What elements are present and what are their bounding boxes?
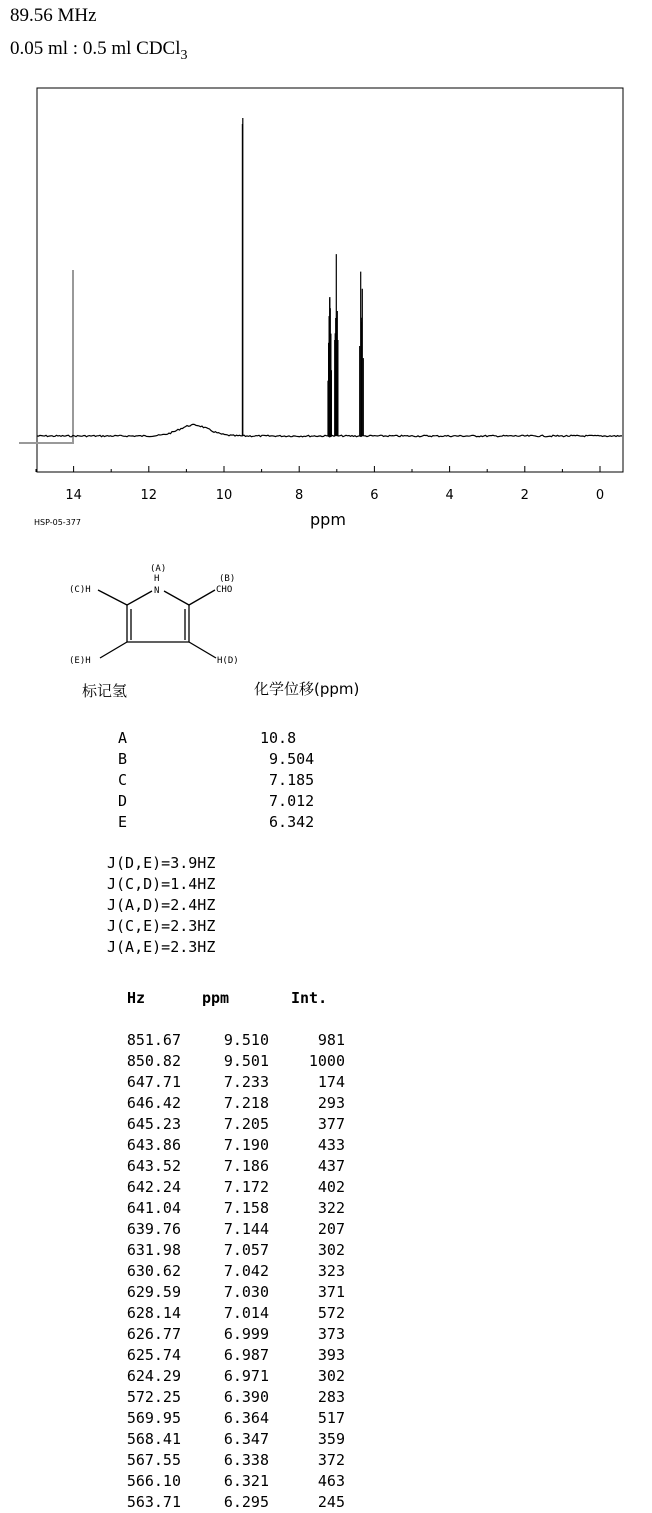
peak-intensity: 323 xyxy=(317,1262,345,1280)
peak-ppm: 7.172 xyxy=(223,1178,269,1196)
peak-hz: 628.14 xyxy=(126,1304,181,1322)
coupling-constant: J(A,E)=2.3HZ xyxy=(107,938,216,956)
peak-table-row xyxy=(112,1114,352,1135)
peak-hz: 629.59 xyxy=(126,1283,181,1301)
peak-intensity: 433 xyxy=(317,1136,345,1154)
x-tick-label: 12 xyxy=(140,488,158,503)
assignment-proton-label: C xyxy=(118,770,128,789)
peak-ppm: 7.014 xyxy=(223,1304,269,1322)
peak-intensity: 572 xyxy=(317,1304,345,1322)
peak-ppm: 6.347 xyxy=(223,1430,269,1448)
peak-table-row xyxy=(112,1408,352,1429)
peak-table-row xyxy=(112,1492,352,1513)
peak-intensity: 371 xyxy=(317,1283,345,1301)
peak-table-row xyxy=(112,1156,352,1177)
x-axis-label: ppm xyxy=(310,510,346,529)
peak-ppm: 6.999 xyxy=(223,1325,269,1343)
peak-ppm: 7.042 xyxy=(223,1262,269,1280)
assignment-proton-label: E xyxy=(118,812,128,831)
x-tick-label: 0 xyxy=(595,488,605,503)
peak-hz: 625.74 xyxy=(126,1346,181,1364)
peak-intensity: 402 xyxy=(317,1178,345,1196)
peak-intensity: 302 xyxy=(317,1241,345,1259)
label-A: (A) xyxy=(150,564,167,574)
spectrum-peaks xyxy=(242,118,363,436)
peak-table-row xyxy=(112,1429,352,1450)
peak-ppm: 7.205 xyxy=(223,1115,269,1133)
label-B: (B) xyxy=(219,574,236,584)
assignment-shift-header: 化学位移(ppm) xyxy=(254,680,360,698)
x-tick-label: 10 xyxy=(215,488,233,503)
peak-hz: 567.55 xyxy=(126,1451,181,1469)
peak-intensity: 1000 xyxy=(308,1052,345,1070)
peak-intensity: 372 xyxy=(317,1451,345,1469)
peak-table-row xyxy=(112,1093,352,1114)
peak-intensity: 377 xyxy=(317,1115,345,1133)
peak-ppm: 7.186 xyxy=(223,1157,269,1175)
peak-table-row xyxy=(112,1177,352,1198)
x-tick-label: 8 xyxy=(295,488,304,503)
sample-description xyxy=(10,38,188,64)
coupling-constants xyxy=(107,853,215,958)
peak-intensity: 437 xyxy=(317,1157,345,1175)
peak-ppm: 6.364 xyxy=(223,1409,269,1427)
peak-hz: 568.41 xyxy=(126,1430,181,1448)
label-n: N xyxy=(154,586,160,596)
peak-ppm: 6.321 xyxy=(223,1472,269,1490)
peak-table-header-ppm: ppm xyxy=(202,989,230,1007)
peak-ppm: 6.338 xyxy=(223,1451,269,1469)
peak-hz: 630.62 xyxy=(126,1262,181,1280)
assignment-proton-label: B xyxy=(118,749,128,768)
peak-intensity: 322 xyxy=(317,1199,345,1217)
peak-ppm: 7.233 xyxy=(223,1073,269,1091)
x-axis-tick-labels xyxy=(65,488,604,503)
peak-table-row xyxy=(112,1366,352,1387)
peak-hz: 850.82 xyxy=(126,1052,181,1070)
peak-table-row xyxy=(112,1261,352,1282)
peak-hz: 566.10 xyxy=(126,1472,181,1490)
peak-ppm: 9.510 xyxy=(223,1031,269,1049)
x-tick-label: 4 xyxy=(445,488,454,503)
x-tick-label: 6 xyxy=(370,488,379,503)
peak-hz: 626.77 xyxy=(126,1325,181,1343)
x-tick-label: 14 xyxy=(65,488,82,503)
spectrometer-frequency: 89.56 MHz xyxy=(10,5,97,26)
label-C: (C)H xyxy=(69,585,91,595)
peak-ppm: 7.144 xyxy=(223,1220,269,1238)
peak-table-row xyxy=(112,1324,352,1345)
peak-table-row xyxy=(112,1240,352,1261)
pyrrole-carbaldehyde-structure xyxy=(60,560,280,675)
x-axis-ticks xyxy=(36,466,600,472)
peak-hz: 645.23 xyxy=(126,1115,181,1133)
peak-ppm: 7.030 xyxy=(223,1283,269,1301)
label-E: (E)H xyxy=(69,656,91,666)
peak-intensity: 373 xyxy=(317,1325,345,1343)
peak-table-row xyxy=(112,1051,352,1072)
peak-table-row xyxy=(112,1450,352,1471)
peak-ppm: 6.971 xyxy=(223,1367,269,1385)
label-nh: H xyxy=(154,574,160,584)
peak-table-header-hz: Hz xyxy=(127,989,146,1007)
peak-hz: 643.86 xyxy=(126,1136,181,1154)
peak-hz: 572.25 xyxy=(126,1388,181,1406)
peak-intensity: 393 xyxy=(317,1346,345,1364)
peak-hz: 624.29 xyxy=(126,1367,181,1385)
peak-table-row xyxy=(112,1471,352,1492)
peak-ppm: 6.295 xyxy=(223,1493,269,1511)
assignment-shift-value: 6.342 xyxy=(260,812,315,831)
peak-intensity: 302 xyxy=(317,1367,345,1385)
nmr-spectrum-chart xyxy=(0,80,652,510)
peak-ppm: 7.218 xyxy=(223,1094,269,1112)
structure-bonds xyxy=(98,590,216,658)
label-D: H(D) xyxy=(217,656,239,666)
assignment-shift-value: 10.8 xyxy=(260,729,297,747)
peak-table-row xyxy=(112,1282,352,1303)
peak-ppm: 6.987 xyxy=(223,1346,269,1364)
sample-text: 0.05 ml : 0.5 ml CDCl xyxy=(10,38,181,59)
peak-table-header-int: Int. xyxy=(291,989,328,1007)
spectrum-code: HSP-05-377 xyxy=(34,518,81,527)
peak-table-row xyxy=(112,1219,352,1240)
assignment-proton-label: D xyxy=(118,791,128,810)
x-tick-label: 2 xyxy=(520,488,529,503)
peak-hz: 643.52 xyxy=(126,1157,181,1175)
peak-intensity: 517 xyxy=(317,1409,345,1427)
peak-table-row xyxy=(112,1198,352,1219)
peak-ppm: 9.501 xyxy=(223,1052,269,1070)
peak-table-row xyxy=(112,1072,352,1093)
peak-ppm: 6.390 xyxy=(223,1388,269,1406)
peak-table-row xyxy=(112,1387,352,1408)
label-cho: CHO xyxy=(216,585,233,595)
coupling-constant: J(D,E)=3.9HZ xyxy=(107,854,216,872)
peak-table-row xyxy=(112,1135,352,1156)
peak-hz: 851.67 xyxy=(126,1031,181,1049)
peak-ppm: 7.057 xyxy=(223,1241,269,1259)
peak-table-row xyxy=(112,1030,352,1051)
peak-intensity: 359 xyxy=(317,1430,345,1448)
peak-hz: 646.42 xyxy=(126,1094,181,1112)
assignment-shift-value: 7.012 xyxy=(260,791,315,810)
peak-hz: 631.98 xyxy=(126,1241,181,1259)
peak-intensity: 293 xyxy=(317,1094,345,1112)
peak-ppm: 7.190 xyxy=(223,1136,269,1154)
peak-intensity: 283 xyxy=(317,1388,345,1406)
peak-hz: 642.24 xyxy=(126,1178,181,1196)
assignment-shift-value: 7.185 xyxy=(260,770,315,789)
peak-intensity: 463 xyxy=(317,1472,345,1490)
integral-trace xyxy=(19,270,73,443)
assignment-label-header: 标记氢 xyxy=(82,682,128,700)
coupling-constant: J(C,D)=1.4HZ xyxy=(107,875,216,893)
assignment-shift-value: 9.504 xyxy=(260,749,315,768)
peak-hz: 563.71 xyxy=(126,1493,181,1511)
peak-intensity: 174 xyxy=(317,1073,345,1091)
peak-table-row xyxy=(112,1303,352,1324)
assignment-proton-label: A xyxy=(118,729,128,747)
peak-hz: 641.04 xyxy=(126,1199,181,1217)
peak-table-row xyxy=(112,1345,352,1366)
peak-ppm: 7.158 xyxy=(223,1199,269,1217)
coupling-constant: J(C,E)=2.3HZ xyxy=(107,917,216,935)
peak-intensity: 981 xyxy=(317,1031,345,1049)
coupling-constant: J(A,D)=2.4HZ xyxy=(107,896,216,914)
peak-intensity: 207 xyxy=(317,1220,345,1238)
peak-hz: 569.95 xyxy=(126,1409,181,1427)
sample-subscript: 3 xyxy=(180,48,188,63)
peak-hz: 639.76 xyxy=(126,1220,181,1238)
peak-intensity: 245 xyxy=(317,1493,345,1511)
peak-hz: 647.71 xyxy=(126,1073,181,1091)
